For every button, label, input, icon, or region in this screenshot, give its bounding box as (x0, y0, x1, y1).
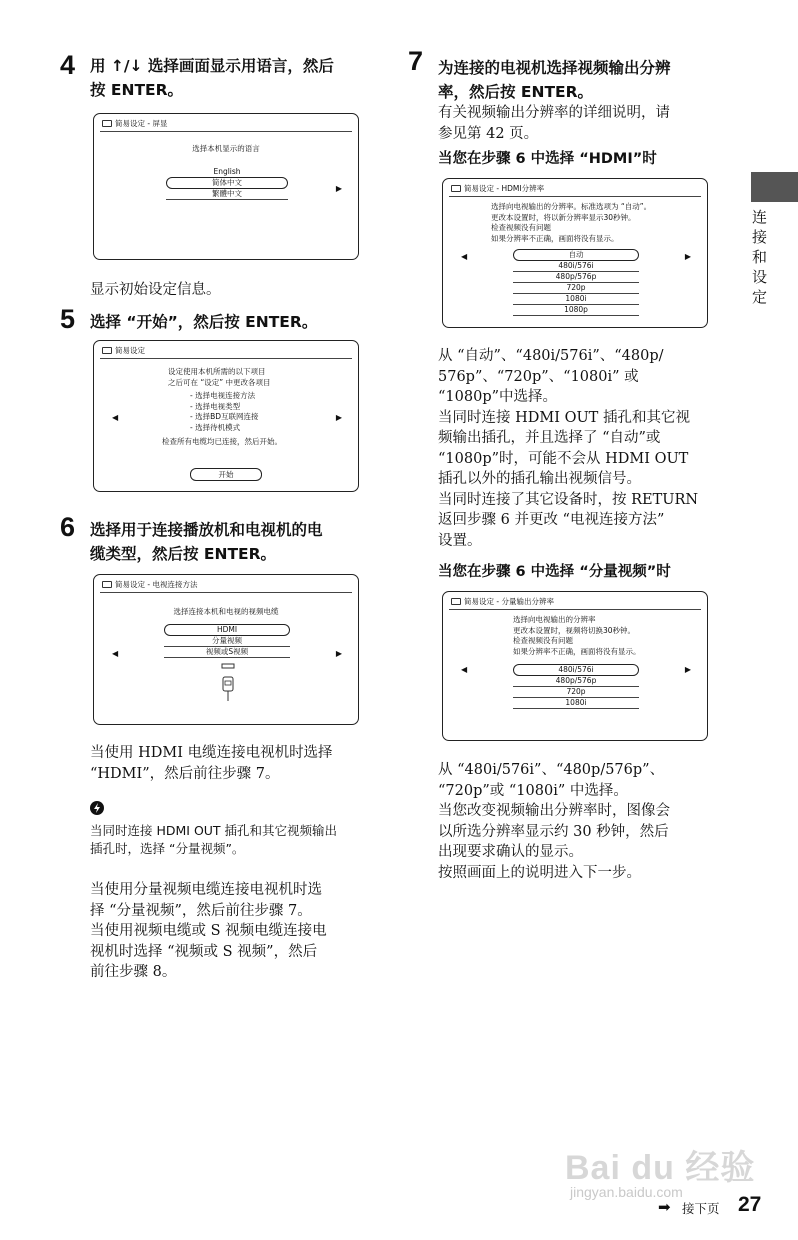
setup-icon (102, 347, 112, 354)
cable-option-video[interactable]: 视频或S视频 (164, 647, 290, 658)
step-4-title-line1: 用 ↑/↓ 选择画面显示用语言，然后 (90, 57, 334, 75)
component-para: 从 “480i/576i”、“480p/576p”、 “720p”或 “1080i” 中选择。 当您改变视频输出分辨率时，图像会 以所选分辨率显示约 30 秒钟，然后 出现要求确认的显示。 按照画面上的说明进入下一步。 (438, 762, 670, 881)
left-arrow-icon[interactable]: ◀ (461, 252, 468, 261)
component-option-480p[interactable]: 480p/576p (513, 676, 639, 687)
language-option-english[interactable]: English (213, 167, 241, 176)
left-arrow-icon[interactable]: ◀ (112, 413, 119, 422)
divider (449, 609, 701, 610)
language-prompt: 选择本机显示的语言 (192, 144, 260, 153)
step-5-title: 选择 “开始”，然后按 ENTER。 (90, 313, 318, 331)
page-number: 27 (738, 1193, 762, 1216)
step-6-para2: 当使用分量视频电缆连接电视机时选 择 “分量视频”，然后前往步骤 7。 当使用视频电缆或 S 视频电缆连接电 视机时选择 “视频或 S 视频”，然后 前往步骤 8。 (90, 882, 327, 980)
start-button[interactable]: 开始 (190, 468, 262, 481)
component-resolution-text: 选择向电视输出的分辨率 更改本设置时，视频将切换30秒钟。 检查视频没有问题 如果分辨率不正确，画面将没有显示。 (513, 615, 641, 656)
hdmi-resolution-text: 选择向电视输出的分辨率。标准选项为 “自动”。 更改本设置时，将以新分辨率显示30秒钟。 检查视频没有问题 如果分辨率不正确，画面将没有显示。 (491, 202, 652, 243)
next-page-arrow-icon: ➡ (658, 1198, 671, 1216)
right-arrow-icon[interactable]: ▶ (684, 665, 691, 674)
right-arrow-icon[interactable]: ▶ (684, 252, 691, 261)
watermark-logo: Bai du 经验 (565, 1149, 756, 1187)
divider (100, 592, 352, 593)
step-7-title-line1: 为连接的电视机选择视频输出分辨 (438, 59, 671, 77)
easy-setup-items: - 选择电视连接方法 - 选择电视类型 - 选择BD互联网连接 - 选择待机模式 (190, 391, 259, 432)
section-tab (751, 172, 798, 202)
language-screen-title: 简易设定 - 屏显 (102, 118, 167, 130)
setup-icon (451, 598, 461, 605)
resolution-option-auto[interactable]: 自动 (513, 249, 639, 261)
component-option-720p[interactable]: 720p (513, 687, 639, 698)
language-screen (93, 113, 359, 260)
step-6-title-line2: 缆类型，然后按 ENTER。 (90, 545, 277, 563)
component-option-1080i[interactable]: 1080i (513, 698, 639, 709)
step-7-title-line2: 率，然后按 ENTER。 (438, 83, 594, 101)
cable-option-hdmi[interactable]: HDMI (164, 624, 290, 636)
resolution-option-1080i[interactable]: 1080i (513, 294, 639, 305)
hdmi-resolution-screen (442, 178, 708, 328)
component-heading: 当您在步骤 6 中选择 “分量视频”时 (438, 564, 671, 580)
component-resolution-screen (442, 591, 708, 741)
easy-setup-title: 简易设定 (102, 345, 145, 357)
step-4-title-line2: 按 ENTER。 (90, 81, 184, 99)
tv-connection-screen (93, 574, 359, 725)
step-6-number: 6 (60, 512, 76, 542)
easy-setup-check: 检查所有电缆均已连接，然后开始。 (162, 437, 282, 446)
hdmi-para: 从 “自动”、“480i/576i”、“480p/ 576p”、“720p”、“1080i” 或 “1080p”中选择。 当同时连接 HDMI OUT 插孔和其它视 频输出插孔，并且选择了 “自动”或 “1080p”时，可能不会从 HDMI OUT 插孔以外的插孔输出视频信号。 当同时连接了其它设备时，按 RETURN 返回步骤 6 并更改 “电视连接方法” 设置。 (438, 348, 699, 549)
component-option-480i[interactable]: 480i/576i (513, 664, 639, 676)
easy-setup-screen (93, 340, 359, 492)
hdmi-plug-icon (214, 663, 242, 705)
cable-option-component[interactable]: 分量视频 (164, 636, 290, 647)
resolution-option-480i[interactable]: 480i/576i (513, 261, 639, 272)
watermark-url: jingyan.baidu.com (570, 1184, 683, 1200)
divider (100, 131, 352, 132)
step-4-after-text: 显示初始设定信息。 (90, 282, 221, 298)
tv-connection-title: 简易设定 - 电视连接方法 (102, 579, 197, 591)
divider (100, 358, 352, 359)
step-4-number: 4 (60, 50, 76, 80)
step-7-number: 7 (408, 46, 424, 76)
setup-icon (102, 120, 112, 127)
resolution-option-480p[interactable]: 480p/576p (513, 272, 639, 283)
note-icon (89, 800, 105, 816)
divider (449, 196, 701, 197)
section-label: 连接和设定 (752, 208, 768, 306)
tv-connection-prompt: 选择连接本机和电视的视频电缆 (173, 607, 279, 616)
right-arrow-icon[interactable]: ▶ (335, 649, 342, 658)
resolution-option-720p[interactable]: 720p (513, 283, 639, 294)
language-option-traditional-chinese[interactable]: 繁體中文 (166, 189, 288, 200)
easy-setup-intro: 设定使用本机所需的以下项目 之后可在 “设定” 中更改各项目 (168, 367, 271, 387)
component-resolution-title: 简易设定 - 分量输出分辨率 (451, 596, 554, 608)
step-6-para1: 当使用 HDMI 电缆连接电视机时选择 “HDMI”，然后前往步骤 7。 (90, 745, 333, 782)
step-5-number: 5 (60, 304, 76, 334)
step-7-intro: 有关视频输出分辨率的详细说明，请 参见第 42 页。 (438, 105, 670, 142)
step-6-note: 当同时连接 HDMI OUT 插孔和其它视频输出 插孔时，选择 “分量视频”。 (90, 823, 338, 856)
right-arrow-icon[interactable]: ▶ (335, 413, 342, 422)
next-page-label: 接下页 (682, 1201, 720, 1216)
left-arrow-icon[interactable]: ◀ (461, 665, 468, 674)
setup-icon (102, 581, 112, 588)
resolution-option-1080p[interactable]: 1080p (513, 305, 639, 316)
setup-icon (451, 185, 461, 192)
hdmi-heading: 当您在步骤 6 中选择 “HDMI”时 (438, 151, 657, 167)
hdmi-resolution-title: 简易设定 - HDMI分辨率 (451, 183, 544, 195)
step-6-title-line1: 选择用于连接播放机和电视机的电 (90, 521, 323, 539)
right-arrow-icon[interactable]: ▶ (335, 184, 342, 193)
left-arrow-icon[interactable]: ◀ (112, 649, 119, 658)
language-option-simplified-chinese[interactable]: 简体中文 (166, 177, 288, 189)
